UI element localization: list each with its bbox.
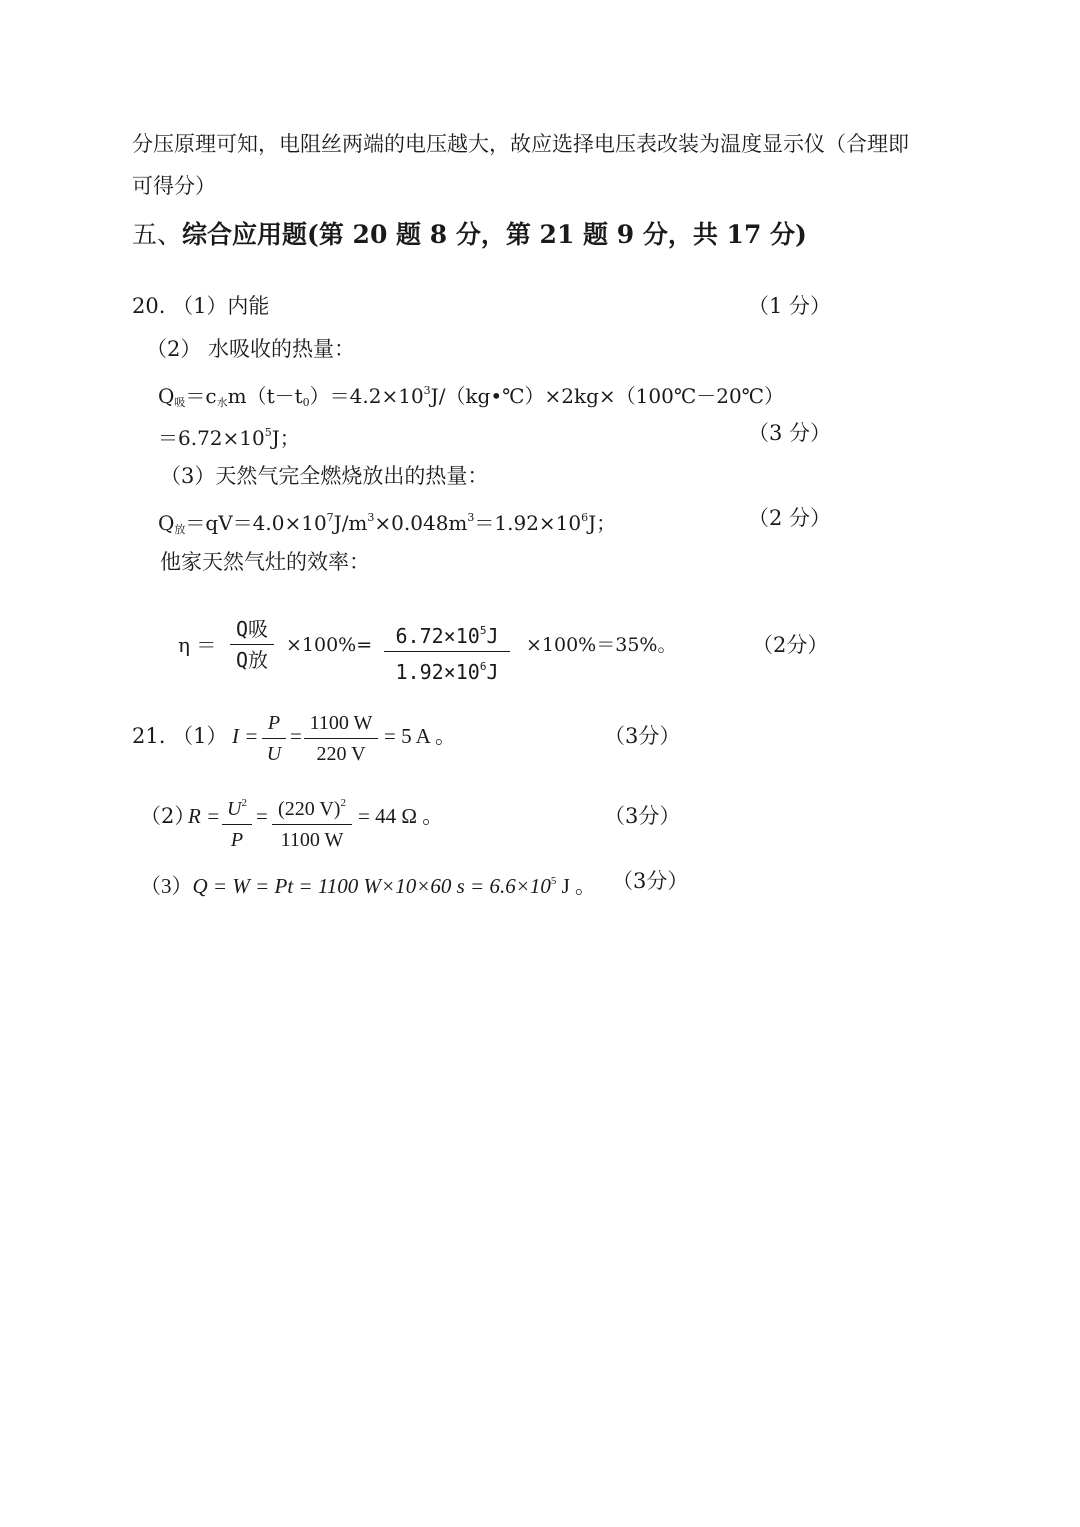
- eq-c-sub: 水: [216, 396, 228, 409]
- eq-part-3: J/（kg•℃）×2kg×（100℃－20℃）: [430, 384, 785, 408]
- q21-part2-label: （2）: [140, 804, 196, 828]
- eq-c: ＝c: [185, 384, 217, 408]
- q20-part2-score: （3 分）: [748, 421, 832, 445]
- eff-num2-exp: 5: [479, 624, 487, 637]
- eff-fraction-bar: [230, 644, 274, 645]
- eff-mult: ×100%=: [286, 634, 373, 656]
- section-title: 综合应用题(第 20 题 8 分，第 21 题 9 分，共 17 分): [182, 220, 807, 249]
- eff-num2: [384, 618, 510, 649]
- eq-exp: 3: [423, 384, 431, 397]
- q21-p2-num2-base: (220 V): [278, 798, 341, 820]
- eff-den2: [384, 654, 510, 685]
- q21-r-lhs: R =: [188, 804, 221, 828]
- q21-p2-num-base: U: [227, 798, 242, 820]
- q21-p1-bar2: [304, 738, 378, 739]
- q21-p3-score: （3分）: [612, 869, 689, 893]
- eff-den2-exp: 6: [479, 660, 487, 673]
- eff-denominator: Q放: [235, 648, 269, 672]
- eq-q: Q: [158, 384, 175, 408]
- eff-num2-post: J: [486, 624, 499, 648]
- eq3-c: ×0.048m: [374, 511, 468, 535]
- eff-den2-post: J: [486, 660, 499, 684]
- eq3-e2: 3: [367, 511, 375, 524]
- q20-heat-absorbed-result: [158, 419, 300, 452]
- section-prefix: 五、: [132, 220, 183, 249]
- q21-p2-result: = 44 Ω 。: [358, 804, 444, 828]
- eff-fraction-numeric: [384, 618, 510, 685]
- q21-i-lhs: I =: [232, 724, 259, 748]
- q20-efficiency-label: 他家天然气灶的效率：: [160, 550, 370, 574]
- q21-p2-numeric-fraction: [272, 790, 352, 853]
- q21-p3-post: J 。: [556, 874, 597, 898]
- q21-part3-label: （3）: [140, 874, 193, 898]
- q20-eff-score: （2分）: [752, 633, 829, 657]
- q21-p-over-u: [262, 710, 286, 767]
- q20-heat-released-equation: [158, 504, 616, 544]
- eq3-e4: 6: [581, 511, 589, 524]
- q21-p1-num: P: [267, 712, 281, 734]
- q21-p2-den: P: [230, 829, 244, 851]
- intro-line-2: 可得分）: [132, 174, 216, 198]
- eq3-q: Q: [158, 511, 175, 535]
- eff-fraction-bar-2: [384, 651, 510, 652]
- q21-p1-eq: =: [290, 724, 302, 748]
- eq-q-sub: 吸: [174, 396, 186, 409]
- eq-part-2: ）＝4.2×10: [309, 384, 424, 408]
- eff-result: ×100%＝35%。: [526, 634, 677, 656]
- result-exp: 5: [264, 426, 272, 439]
- q20-part1-score: （1 分）: [748, 294, 832, 318]
- eq3-q-sub: 放: [174, 523, 186, 536]
- result-pre: ＝6.72×10: [158, 426, 265, 450]
- q21-p2-num-exp: 2: [241, 797, 247, 809]
- eq3-b: J/m: [333, 511, 368, 535]
- q21-p2-num: [222, 790, 252, 822]
- q20-part3-score: （2 分）: [748, 506, 832, 530]
- eq3-e1: 7: [326, 511, 334, 524]
- q21-p2-num2: [272, 790, 352, 822]
- eq-part-1: m（t－t: [227, 384, 303, 408]
- q21-part3: [140, 867, 596, 900]
- intro-line-1: 分压原理可知，电阻丝两端的电压越大，故应选择电压表改装为温度显示仪（合理即: [132, 132, 909, 156]
- q21-p2-score: （3分）: [604, 804, 681, 828]
- eq3-d: ＝1.92×10: [474, 511, 582, 535]
- eq3-a: ＝qV＝4.0×10: [185, 511, 327, 535]
- q21-u2-over-p: [222, 790, 252, 853]
- q21-p3-exp: 5: [550, 875, 557, 887]
- q20-heat-absorbed-equation: [158, 377, 784, 417]
- q21-part1-label: 21. （1）: [132, 724, 228, 748]
- q20-part3-label: （3）天然气完全燃烧放出的热量：: [160, 464, 489, 488]
- q20-part1: 20. （1）内能: [132, 294, 270, 318]
- eq3-e3: 3: [467, 511, 475, 524]
- q21-p1-score: （3分）: [604, 724, 681, 748]
- q21-p2-den2: 1100 W: [280, 829, 344, 851]
- q21-p3-pre: Q = W = Pt = 1100 W×10×60 s = 6.6×10: [192, 874, 551, 898]
- q21-p2-eq: =: [256, 804, 268, 828]
- eq3-e: J；: [588, 511, 617, 535]
- eff-numerator: Q吸: [235, 617, 269, 641]
- eff-num2-pre: 6.72×10: [395, 624, 480, 648]
- eff-den2-pre: 1.92×10: [395, 660, 480, 684]
- section-heading: [132, 218, 807, 252]
- result-post: J；: [271, 426, 300, 450]
- eq-t-sub: 0: [302, 396, 310, 409]
- q21-p1-den2: 220 V: [316, 743, 366, 765]
- q21-p1-result: = 5 A 。: [384, 724, 456, 748]
- q21-p2-bar2: [272, 824, 352, 825]
- q21-p1-num2: 1100 W: [309, 712, 373, 734]
- q21-p1-bar: [262, 738, 286, 739]
- eta-symbol: η ＝: [178, 633, 217, 657]
- q21-p2-bar: [222, 824, 252, 825]
- eff-fraction-symbolic: [230, 616, 274, 673]
- q20-part2-label: （2） 水吸收的热量：: [146, 337, 356, 361]
- q21-p1-numeric-fraction: [304, 710, 378, 767]
- q21-p1-den: U: [266, 743, 282, 765]
- q21-p2-num2-exp: 2: [340, 797, 346, 809]
